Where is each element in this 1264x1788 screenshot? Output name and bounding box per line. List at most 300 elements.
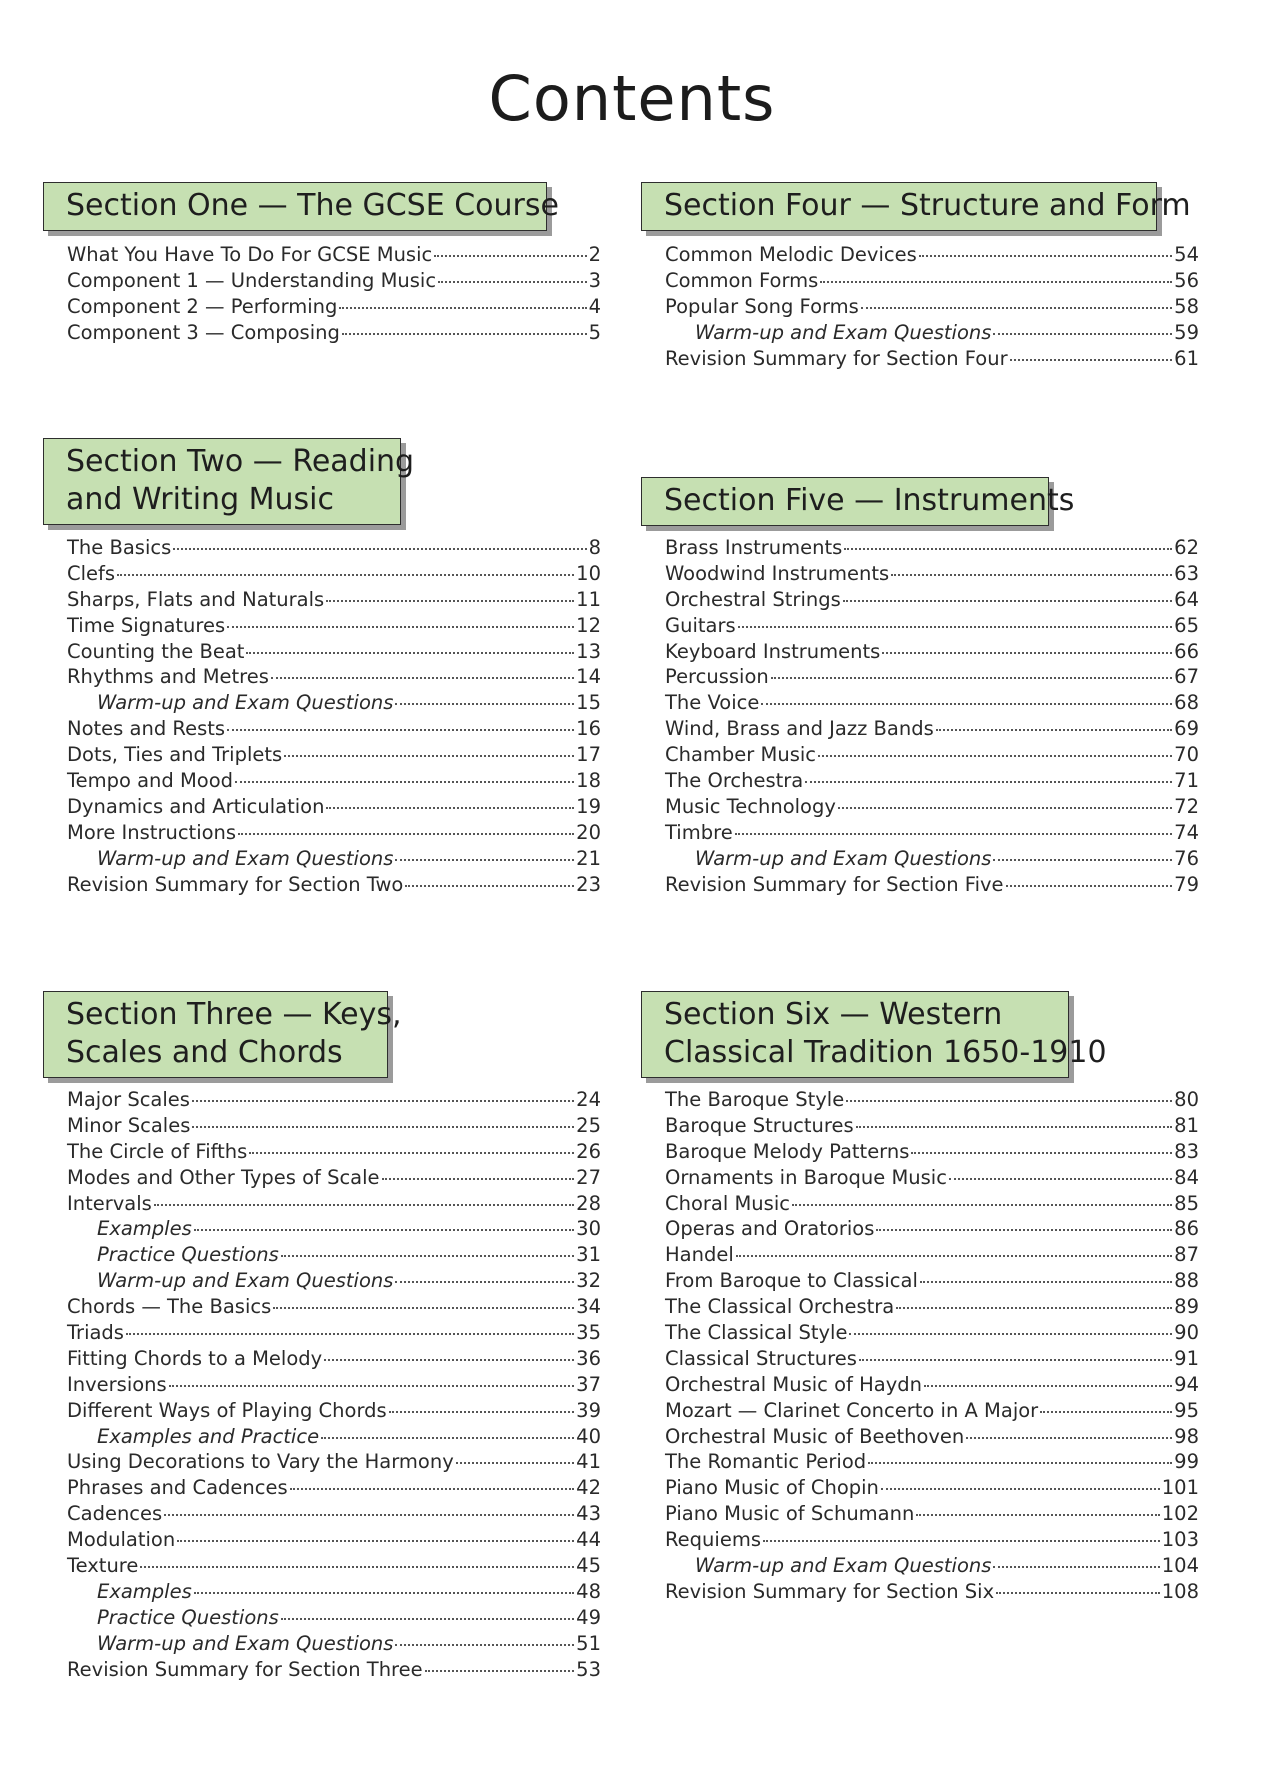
- toc-entry: [665, 1449, 1199, 1475]
- entry-title: Counting the Beat: [67, 639, 245, 663]
- toc-entry: [67, 1475, 601, 1501]
- entry-page-number: 35: [576, 1321, 601, 1345]
- entry-title: Triads: [67, 1321, 124, 1345]
- toc-entry: [67, 639, 601, 665]
- entry-page-number: 86: [1174, 1217, 1199, 1241]
- entry-page-number: 101: [1161, 1476, 1199, 1500]
- toc-entry: [665, 1501, 1199, 1527]
- entry-page-number: 64: [1174, 587, 1199, 611]
- toc-entry: [67, 1424, 601, 1450]
- dot-leader: [192, 1126, 574, 1128]
- toc-entry: [67, 1631, 601, 1657]
- entry-page-number: 85: [1174, 1191, 1199, 1215]
- dot-leader: [425, 1670, 575, 1672]
- toc-entry: [67, 664, 601, 690]
- toc-entry: [67, 613, 601, 639]
- toc-entry: [665, 716, 1199, 742]
- dot-leader: [117, 574, 574, 576]
- entry-title: Percussion: [665, 665, 769, 689]
- entry-page-number: 37: [576, 1372, 601, 1396]
- entry-page-number: 104: [1161, 1554, 1199, 1578]
- dot-leader: [868, 1462, 1172, 1464]
- section-header-line: and Writing Music: [66, 482, 335, 517]
- entry-title: More Instructions: [67, 820, 237, 844]
- section-header-line: Scales and Chords: [66, 1035, 343, 1070]
- dot-leader: [246, 652, 574, 654]
- toc-entry: [665, 742, 1199, 768]
- entry-page-number: 83: [1174, 1139, 1199, 1163]
- entry-title: Warm-up and Exam Questions: [97, 691, 394, 715]
- toc-entry: [67, 820, 601, 846]
- section-two-entries: [67, 535, 601, 897]
- entry-title: Mozart — Clarinet Concerto in A Major: [665, 1398, 1039, 1422]
- entry-page-number: 45: [576, 1554, 601, 1578]
- toc-entry: [665, 1579, 1199, 1605]
- section-header-line: Section Six — Western: [664, 997, 1003, 1032]
- entry-page-number: 3: [588, 268, 601, 292]
- entry-page-number: 31: [576, 1243, 601, 1267]
- dot-leader: [382, 1178, 575, 1180]
- entry-title: Revision Summary for Section Three: [67, 1657, 423, 1681]
- entry-title: Tempo and Mood: [67, 769, 234, 793]
- dot-leader: [820, 281, 1172, 283]
- toc-entry: [665, 535, 1199, 561]
- toc-entry: [665, 1087, 1199, 1113]
- entry-title: Component 3 — Composing: [67, 320, 340, 344]
- toc-entry: [665, 1527, 1199, 1553]
- toc-entry: [665, 268, 1199, 294]
- entry-title: Using Decorations to Vary the Harmony: [67, 1450, 454, 1474]
- toc-entry: [67, 294, 601, 320]
- entry-page-number: 103: [1161, 1528, 1199, 1552]
- toc-entry: [67, 768, 601, 794]
- entry-page-number: 70: [1174, 743, 1199, 767]
- toc-entry: [665, 1553, 1199, 1579]
- section-four-entries: [665, 242, 1199, 371]
- entry-page-number: 8: [588, 536, 601, 559]
- dot-leader: [438, 281, 587, 283]
- dot-leader: [326, 600, 574, 602]
- entry-page-number: 34: [576, 1295, 601, 1319]
- entry-page-number: 41: [576, 1450, 601, 1474]
- toc-entry: [665, 846, 1199, 872]
- entry-title: Music Technology: [665, 794, 836, 818]
- entry-page-number: 65: [1174, 613, 1199, 637]
- toc-entry: [67, 268, 601, 294]
- entry-page-number: 102: [1161, 1502, 1199, 1526]
- toc-entry: [665, 1424, 1199, 1450]
- dot-leader: [763, 1540, 1160, 1542]
- dot-leader: [861, 307, 1172, 309]
- entry-page-number: 99: [1174, 1450, 1199, 1474]
- toc-entry: [665, 613, 1199, 639]
- entry-page-number: 49: [576, 1605, 601, 1629]
- toc-entry: [67, 1346, 601, 1372]
- dot-leader: [339, 307, 586, 309]
- toc-entry: [67, 1294, 601, 1320]
- dot-leader: [389, 1411, 575, 1413]
- entry-page-number: 61: [1174, 346, 1199, 370]
- dot-leader: [395, 703, 574, 705]
- entry-page-number: 56: [1174, 268, 1199, 292]
- dot-leader: [881, 1488, 1160, 1490]
- entry-page-number: 66: [1174, 639, 1199, 663]
- toc-entry: [67, 535, 601, 561]
- toc-entry: [67, 1242, 601, 1268]
- section-two: [43, 438, 601, 896]
- entry-title: Fitting Chords to a Melody: [67, 1346, 323, 1370]
- entry-page-number: 67: [1174, 665, 1199, 689]
- dot-leader: [249, 1152, 574, 1154]
- entry-page-number: 26: [576, 1139, 601, 1163]
- dot-leader: [843, 600, 1172, 602]
- dot-leader: [192, 1100, 574, 1102]
- entry-title: Minor Scales: [67, 1113, 191, 1137]
- dot-leader: [735, 833, 1172, 835]
- toc-entry: [665, 1113, 1199, 1139]
- entry-title: Modulation: [67, 1528, 176, 1552]
- entry-title: Phrases and Cadences: [67, 1476, 288, 1500]
- dot-leader: [281, 1255, 574, 1257]
- entry-page-number: 25: [576, 1113, 601, 1137]
- entry-page-number: 71: [1174, 769, 1199, 793]
- entry-title: Common Forms: [665, 268, 819, 292]
- entry-page-number: 59: [1174, 320, 1199, 344]
- entry-page-number: 54: [1174, 243, 1199, 266]
- entry-page-number: 21: [576, 846, 601, 870]
- entry-title: Component 1 — Understanding Music: [67, 268, 437, 292]
- toc-entry: [665, 1294, 1199, 1320]
- entry-title: Examples: [97, 1217, 192, 1241]
- section-two-header: [43, 438, 415, 525]
- entry-title: Notes and Rests: [67, 717, 226, 741]
- dot-leader: [456, 1462, 574, 1464]
- entry-title: Intervals: [67, 1191, 152, 1215]
- section-header-line: Section Two — Reading: [66, 444, 415, 479]
- dot-leader: [395, 859, 574, 861]
- entry-title: Piano Music of Chopin: [665, 1476, 879, 1500]
- entry-page-number: 44: [576, 1528, 601, 1552]
- toc-entry: [67, 742, 601, 768]
- entry-page-number: 23: [576, 872, 601, 896]
- dot-leader: [395, 1281, 574, 1283]
- section-header-line: Section Four — Structure and Form: [664, 188, 1191, 223]
- toc-entry: [665, 1165, 1199, 1191]
- entry-title: Clefs: [67, 561, 116, 585]
- toc-entry: [67, 794, 601, 820]
- entry-page-number: 89: [1174, 1295, 1199, 1319]
- toc-entry: [67, 872, 601, 898]
- section-header-line: Section One — The GCSE Course: [66, 188, 559, 223]
- entry-page-number: 11: [576, 587, 601, 611]
- dot-leader: [736, 1255, 1172, 1257]
- section-one: [43, 182, 601, 344]
- dot-leader: [235, 781, 574, 783]
- entry-page-number: 19: [576, 794, 601, 818]
- entry-title: Handel: [665, 1243, 734, 1267]
- section-five: [641, 477, 1199, 896]
- section-six-entries: [665, 1087, 1199, 1605]
- entry-page-number: 10: [576, 561, 601, 585]
- entry-title: The Classical Style: [665, 1321, 848, 1345]
- toc-entry: [67, 690, 601, 716]
- entry-title: The Voice: [665, 691, 760, 715]
- entry-title: Baroque Structures: [665, 1113, 854, 1137]
- toc-entry: [665, 1139, 1199, 1165]
- section-five-header: [641, 477, 1075, 526]
- dot-leader: [738, 626, 1173, 628]
- entry-page-number: 24: [576, 1088, 601, 1111]
- dot-leader: [891, 574, 1172, 576]
- entry-title: Ornaments in Baroque Music: [665, 1165, 947, 1189]
- dot-leader: [849, 1333, 1172, 1335]
- dot-leader: [290, 1488, 575, 1490]
- toc-entry: [67, 1165, 601, 1191]
- toc-entry: [665, 1475, 1199, 1501]
- toc-entry: [67, 1191, 601, 1217]
- dot-leader: [173, 548, 586, 550]
- entry-title: Baroque Melody Patterns: [665, 1139, 910, 1163]
- dot-leader: [993, 859, 1172, 861]
- toc-entry: [67, 1553, 601, 1579]
- dot-leader: [966, 1437, 1172, 1439]
- entry-page-number: 36: [576, 1346, 601, 1370]
- toc-entry: [67, 716, 601, 742]
- toc-entry: [665, 1216, 1199, 1242]
- entry-title: Dynamics and Articulation: [67, 794, 325, 818]
- dot-leader: [949, 1178, 1172, 1180]
- entry-title: The Basics: [67, 536, 172, 559]
- entry-page-number: 53: [576, 1657, 601, 1681]
- dot-leader: [761, 703, 1172, 705]
- dot-leader: [227, 729, 574, 731]
- dot-leader: [818, 755, 1172, 757]
- toc-entry: [67, 1449, 601, 1475]
- entry-title: The Baroque Style: [665, 1088, 845, 1111]
- entry-page-number: 30: [576, 1217, 601, 1241]
- dot-leader: [916, 1514, 1159, 1516]
- page-title: Contents: [488, 62, 776, 135]
- section-one-header: [43, 182, 559, 231]
- entry-page-number: 32: [576, 1269, 601, 1293]
- dot-leader: [164, 1514, 574, 1516]
- entry-title: Classical Structures: [665, 1346, 857, 1370]
- dot-leader: [844, 548, 1172, 550]
- entry-page-number: 84: [1174, 1165, 1199, 1189]
- toc-entry: [67, 1579, 601, 1605]
- toc-entry: [67, 1113, 601, 1139]
- section-five-entries: [665, 535, 1199, 897]
- dot-leader: [281, 1618, 574, 1620]
- entry-title: From Baroque to Classical: [665, 1269, 918, 1293]
- toc-entry: [665, 1372, 1199, 1398]
- toc-entry: [665, 242, 1199, 268]
- entry-page-number: 74: [1174, 820, 1199, 844]
- entry-page-number: 69: [1174, 717, 1199, 741]
- toc-entry: [665, 794, 1199, 820]
- toc-entry: [665, 320, 1199, 346]
- section-four: [641, 182, 1199, 370]
- toc-entry: [67, 1501, 601, 1527]
- entry-title: Revision Summary for Section Two: [67, 872, 404, 896]
- toc-entry: [665, 872, 1199, 898]
- toc-entry: [67, 846, 601, 872]
- dot-leader: [1010, 359, 1173, 361]
- entry-title: Brass Instruments: [665, 536, 843, 559]
- dot-leader: [238, 833, 574, 835]
- dot-leader: [1040, 1411, 1172, 1413]
- entry-title: Warm-up and Exam Questions: [97, 1631, 394, 1655]
- toc-entry: [665, 690, 1199, 716]
- entry-title: Warm-up and Exam Questions: [695, 846, 992, 870]
- entry-title: Practice Questions: [97, 1243, 279, 1267]
- entry-title: Texture: [67, 1554, 139, 1578]
- dot-leader: [911, 1152, 1172, 1154]
- section-three-entries: [67, 1087, 601, 1682]
- dot-leader: [177, 1540, 574, 1542]
- entry-title: What You Have To Do For GCSE Music: [67, 243, 433, 266]
- entry-title: Keyboard Instruments: [665, 639, 881, 663]
- entry-title: Timbre: [665, 820, 733, 844]
- entry-page-number: 13: [576, 639, 601, 663]
- dot-leader: [936, 729, 1172, 731]
- toc-entry: [665, 1242, 1199, 1268]
- entry-title: Requiems: [665, 1528, 761, 1552]
- entry-page-number: 17: [576, 743, 601, 767]
- entry-page-number: 98: [1174, 1424, 1199, 1448]
- entry-page-number: 43: [576, 1502, 601, 1526]
- entry-page-number: 95: [1174, 1398, 1199, 1422]
- toc-entry: [67, 320, 601, 346]
- dot-leader: [342, 333, 587, 335]
- dot-leader: [993, 1566, 1159, 1568]
- dot-leader: [194, 1592, 574, 1594]
- entry-page-number: 58: [1174, 294, 1199, 318]
- toc-entry: [67, 1320, 601, 1346]
- toc-entry: [67, 587, 601, 613]
- entry-title: Chamber Music: [665, 743, 816, 767]
- entry-page-number: 16: [576, 717, 601, 741]
- section-six-header: [641, 991, 1107, 1078]
- toc-entry: [67, 242, 601, 268]
- dot-leader: [321, 1437, 574, 1439]
- entry-title: Revision Summary for Section Six: [665, 1579, 995, 1603]
- toc-entry: [67, 1657, 601, 1683]
- dot-leader: [993, 333, 1172, 335]
- entry-title: Examples: [97, 1579, 192, 1603]
- toc-entry: [665, 1191, 1199, 1217]
- entry-title: Woodwind Instruments: [665, 561, 890, 585]
- entry-title: Rhythms and Metres: [67, 665, 269, 689]
- entry-title: The Romantic Period: [665, 1450, 867, 1474]
- entry-title: Guitars: [665, 613, 736, 637]
- entry-title: The Circle of Fifths: [67, 1139, 248, 1163]
- toc-entry: [67, 1527, 601, 1553]
- section-header-line: Section Five — Instruments: [664, 483, 1075, 518]
- entry-title: Common Melodic Devices: [665, 243, 917, 266]
- toc-entry: [665, 768, 1199, 794]
- toc-entry: [665, 1320, 1199, 1346]
- toc-entry: [665, 820, 1199, 846]
- dot-leader: [876, 1229, 1172, 1231]
- entry-title: Practice Questions: [97, 1605, 279, 1629]
- dot-leader: [227, 626, 574, 628]
- dot-leader: [996, 1592, 1160, 1594]
- toc-entry: [67, 1372, 601, 1398]
- section-one-entries: [67, 242, 601, 346]
- entry-page-number: 62: [1174, 536, 1199, 559]
- dot-leader: [846, 1100, 1172, 1102]
- entry-page-number: 87: [1174, 1243, 1199, 1267]
- dot-leader: [792, 1204, 1172, 1206]
- dot-leader: [140, 1566, 574, 1568]
- section-six: [641, 991, 1199, 1603]
- entry-page-number: 88: [1174, 1269, 1199, 1293]
- section-header-line: Classical Tradition 1650-1910: [664, 1035, 1107, 1070]
- entry-title: Popular Song Forms: [665, 294, 859, 318]
- entry-title: Choral Music: [665, 1191, 790, 1215]
- entry-page-number: 27: [576, 1165, 601, 1189]
- entry-title: Cadences: [67, 1502, 163, 1526]
- entry-page-number: 4: [588, 294, 601, 318]
- dot-leader: [924, 1385, 1172, 1387]
- entry-page-number: 108: [1161, 1579, 1199, 1603]
- entry-title: Wind, Brass and Jazz Bands: [665, 717, 934, 741]
- section-header-line: Section Three — Keys,: [66, 997, 402, 1032]
- dot-leader: [1006, 885, 1173, 887]
- section-three: [43, 991, 601, 1681]
- entry-page-number: 40: [576, 1424, 601, 1448]
- entry-title: Orchestral Music of Beethoven: [665, 1424, 965, 1448]
- entry-title: Orchestral Strings: [665, 587, 841, 611]
- entry-page-number: 20: [576, 820, 601, 844]
- dot-leader: [838, 807, 1172, 809]
- toc-entry: [665, 346, 1199, 372]
- entry-page-number: 2: [588, 243, 601, 266]
- toc-entry: [67, 1268, 601, 1294]
- entry-title: Orchestral Music of Haydn: [665, 1372, 922, 1396]
- entry-page-number: 72: [1174, 794, 1199, 818]
- entry-page-number: 48: [576, 1579, 601, 1603]
- dot-leader: [324, 1359, 574, 1361]
- toc-entry: [67, 1216, 601, 1242]
- entry-page-number: 79: [1174, 872, 1199, 896]
- dot-leader: [273, 1307, 574, 1309]
- dot-leader: [326, 807, 574, 809]
- entry-title: Revision Summary for Section Four: [665, 346, 1008, 370]
- toc-entry: [665, 664, 1199, 690]
- toc-entry: [665, 587, 1199, 613]
- entry-title: Warm-up and Exam Questions: [97, 1269, 394, 1293]
- toc-entry: [67, 1398, 601, 1424]
- dot-leader: [920, 1281, 1172, 1283]
- entry-page-number: 39: [576, 1398, 601, 1422]
- toc-entry: [665, 639, 1199, 665]
- dot-leader: [284, 755, 574, 757]
- entry-title: Dots, Ties and Triplets: [67, 743, 283, 767]
- dot-leader: [771, 677, 1172, 679]
- dot-leader: [919, 255, 1172, 257]
- entry-title: Component 2 — Performing: [67, 294, 338, 318]
- entry-page-number: 94: [1174, 1372, 1199, 1396]
- entry-page-number: 28: [576, 1191, 601, 1215]
- entry-page-number: 68: [1174, 691, 1199, 715]
- toc-entry: [665, 1398, 1199, 1424]
- dot-leader: [405, 885, 574, 887]
- dot-leader: [271, 677, 574, 679]
- dot-leader: [395, 1644, 574, 1646]
- entry-title: Inversions: [67, 1372, 167, 1396]
